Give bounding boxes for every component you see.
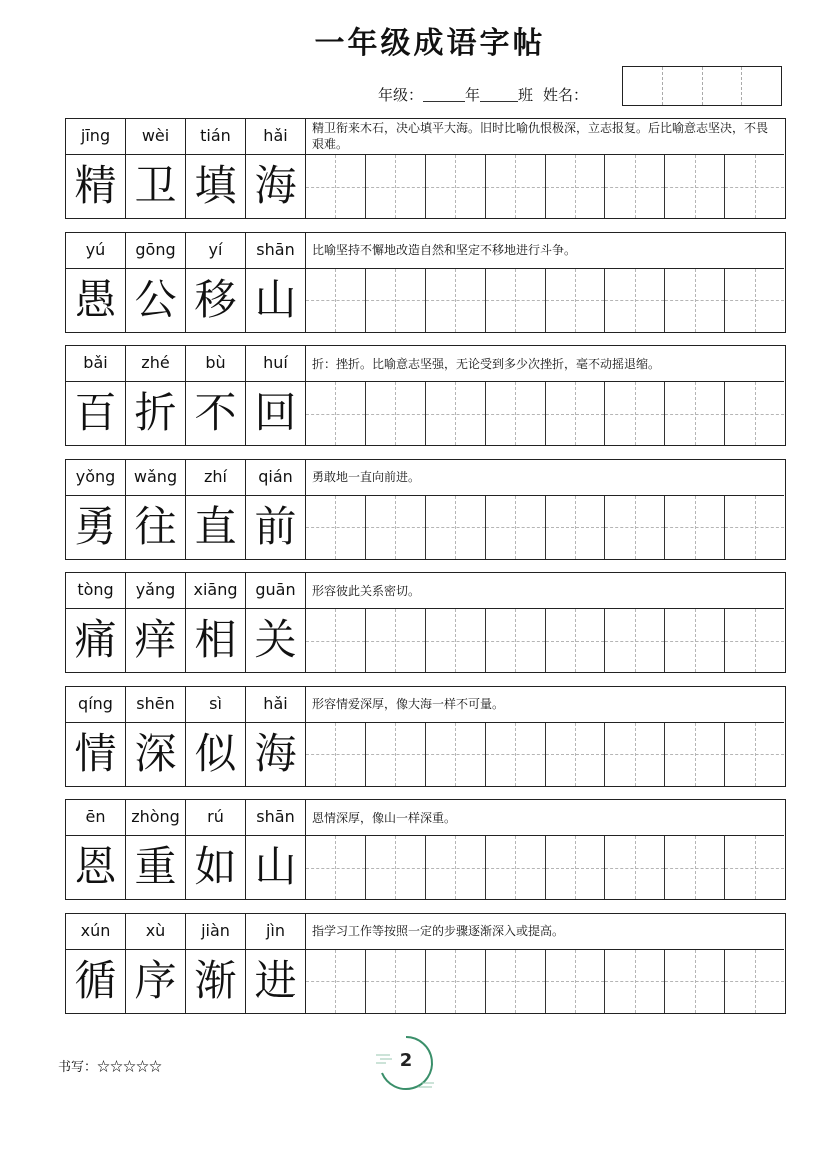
practice-cell[interactable]: [605, 496, 665, 559]
pinyin-cell: zhí: [186, 460, 246, 495]
name-cell[interactable]: [742, 67, 781, 105]
pinyin-cell: bǎi: [66, 346, 126, 381]
model-character: 海: [246, 155, 306, 218]
model-character: 山: [246, 836, 306, 899]
practice-cell[interactable]: [546, 723, 606, 786]
idiom-meaning: 精卫衔来木石，决心填平大海。旧时比喻仇恨极深，立志报复。后比喻意志坚决，不畏艰难。: [312, 121, 769, 151]
idiom-block: [65, 572, 786, 673]
pinyin-cell: yí: [186, 233, 246, 268]
pinyin-row: [66, 346, 306, 381]
pinyin-cell: jìn: [246, 914, 306, 949]
model-character: 渐: [186, 950, 246, 1013]
model-character: 折: [126, 382, 186, 445]
practice-cell[interactable]: [366, 382, 426, 445]
pinyin-cell: tián: [186, 119, 246, 154]
practice-grid: [306, 723, 784, 786]
practice-cell[interactable]: [725, 950, 784, 1013]
pinyin-cell: qián: [246, 460, 306, 495]
practice-cell[interactable]: [546, 155, 606, 218]
practice-cell[interactable]: [306, 269, 366, 332]
model-character: 序: [126, 950, 186, 1013]
pinyin-row: [66, 233, 306, 268]
practice-cell[interactable]: [426, 155, 486, 218]
name-cell[interactable]: [663, 67, 703, 105]
practice-cell[interactable]: [426, 950, 486, 1013]
practice-cell[interactable]: [725, 155, 784, 218]
practice-cell[interactable]: [605, 609, 665, 672]
page-title: 一年级成语字帖: [314, 26, 546, 61]
name-cell[interactable]: [703, 67, 743, 105]
character-row: [66, 608, 784, 672]
pinyin-cell: wèi: [126, 119, 186, 154]
practice-cell[interactable]: [546, 382, 606, 445]
year-label: 年: [465, 86, 481, 104]
practice-cell[interactable]: [546, 950, 606, 1013]
pinyin-row: [66, 573, 306, 608]
model-character: 循: [66, 950, 126, 1013]
pinyin-cell: hǎi: [246, 687, 306, 722]
practice-cell[interactable]: [546, 496, 606, 559]
practice-cell[interactable]: [306, 950, 366, 1013]
practice-grid: [306, 382, 784, 445]
practice-cell[interactable]: [426, 723, 486, 786]
idiom-meaning: 恩情深厚，像山一样深重。: [312, 810, 457, 825]
practice-cell[interactable]: [725, 382, 784, 445]
practice-cell[interactable]: [486, 836, 546, 899]
pinyin-cell: huí: [246, 346, 306, 381]
practice-cell[interactable]: [665, 155, 725, 218]
model-character: 移: [186, 269, 246, 332]
model-character: 似: [186, 723, 246, 786]
practice-cell[interactable]: [306, 609, 366, 672]
practice-cell[interactable]: [366, 836, 426, 899]
pinyin-cell: yú: [66, 233, 126, 268]
pinyin-cell: shēn: [126, 687, 186, 722]
model-character: 愚: [66, 269, 126, 332]
grade-blank[interactable]: [423, 87, 465, 102]
model-character: 不: [186, 382, 246, 445]
model-character: 回: [246, 382, 306, 445]
pinyin-cell: zhòng: [126, 800, 186, 835]
pinyin-row: [66, 800, 306, 835]
model-character: 卫: [126, 155, 186, 218]
writing-rating: 书写：☆☆☆☆☆: [58, 1060, 163, 1075]
class-blank[interactable]: [480, 87, 518, 102]
practice-cell[interactable]: [366, 269, 426, 332]
model-character: 关: [246, 609, 306, 672]
pinyin-row: [66, 687, 306, 722]
pinyin-cell: qíng: [66, 687, 126, 722]
character-row: [66, 835, 784, 899]
model-character: 恩: [66, 836, 126, 899]
practice-cell[interactable]: [605, 950, 665, 1013]
model-character: 痛: [66, 609, 126, 672]
practice-cell[interactable]: [426, 609, 486, 672]
practice-cell[interactable]: [306, 723, 366, 786]
practice-cell[interactable]: [426, 269, 486, 332]
pinyin-cell: xiāng: [186, 573, 246, 608]
character-row: [66, 154, 784, 218]
pinyin-row: [66, 119, 306, 154]
practice-cell[interactable]: [725, 496, 784, 559]
practice-grid: [306, 609, 784, 672]
model-character: 公: [126, 269, 186, 332]
idiom-meaning: 形容彼此关系密切。: [312, 583, 421, 598]
practice-cell[interactable]: [665, 382, 725, 445]
practice-cell[interactable]: [725, 269, 784, 332]
pinyin-cell: rú: [186, 800, 246, 835]
practice-cell[interactable]: [306, 382, 366, 445]
pinyin-cell: hǎi: [246, 119, 306, 154]
character-row: [66, 381, 784, 445]
practice-cell[interactable]: [665, 269, 725, 332]
practice-cell[interactable]: [426, 496, 486, 559]
practice-grid: [306, 836, 784, 899]
idiom-block: [65, 232, 786, 333]
name-writing-grid[interactable]: [622, 66, 782, 106]
pinyin-cell: gōng: [126, 233, 186, 268]
practice-cell[interactable]: [605, 723, 665, 786]
pinyin-cell: guān: [246, 573, 306, 608]
practice-cell[interactable]: [605, 382, 665, 445]
practice-cell[interactable]: [546, 836, 606, 899]
grade-label: 年级：: [378, 86, 424, 104]
practice-cell[interactable]: [486, 609, 546, 672]
pinyin-row: [66, 460, 306, 495]
character-row: [66, 495, 784, 559]
model-character: 海: [246, 723, 306, 786]
model-character: 如: [186, 836, 246, 899]
idiom-block: [65, 459, 786, 560]
practice-cell[interactable]: [426, 836, 486, 899]
pinyin-row: [66, 914, 306, 949]
character-row: [66, 949, 784, 1013]
model-character: 精: [66, 155, 126, 218]
practice-cell[interactable]: [725, 836, 784, 899]
practice-cell[interactable]: [486, 950, 546, 1013]
model-character: 进: [246, 950, 306, 1013]
name-label: 姓名：: [543, 86, 589, 104]
practice-cell[interactable]: [546, 269, 606, 332]
practice-cell[interactable]: [366, 155, 426, 218]
practice-cell[interactable]: [605, 155, 665, 218]
idiom-block: [65, 686, 786, 787]
practice-cell[interactable]: [486, 723, 546, 786]
practice-cell[interactable]: [366, 723, 426, 786]
practice-cell[interactable]: [366, 609, 426, 672]
practice-cell[interactable]: [605, 836, 665, 899]
pinyin-cell: jīng: [66, 119, 126, 154]
student-info: [378, 84, 588, 105]
model-character: 前: [246, 496, 306, 559]
practice-cell[interactable]: [486, 496, 546, 559]
idiom-meaning: 形容情爱深厚，像大海一样不可量。: [312, 697, 505, 711]
class-label: 班: [518, 86, 534, 104]
idiom-meaning: 勇敢地一直向前进。: [312, 470, 421, 484]
idiom-meaning: 比喻坚持不懈地改造自然和坚定不移地进行斗争。: [312, 243, 577, 257]
model-character: 勇: [66, 496, 126, 559]
model-character: 山: [246, 269, 306, 332]
practice-cell[interactable]: [306, 836, 366, 899]
idiom-block: [65, 118, 786, 219]
model-character: 深: [126, 723, 186, 786]
character-row: [66, 722, 784, 786]
practice-cell[interactable]: [306, 155, 366, 218]
practice-grid: [306, 155, 784, 218]
character-row: [66, 268, 784, 332]
model-character: 填: [186, 155, 246, 218]
pinyin-cell: wǎng: [126, 460, 186, 495]
model-character: 重: [126, 836, 186, 899]
model-character: 百: [66, 382, 126, 445]
idiom-meaning: 指学习工作等按照一定的步骤逐渐深入或提高。: [312, 924, 565, 938]
practice-grid: [306, 269, 784, 332]
idiom-block: [65, 913, 786, 1014]
pinyin-cell: shān: [246, 233, 306, 268]
practice-cell[interactable]: [665, 836, 725, 899]
pinyin-cell: yǒng: [66, 460, 126, 495]
model-character: 相: [186, 609, 246, 672]
practice-cell[interactable]: [605, 269, 665, 332]
pinyin-cell: tòng: [66, 573, 126, 608]
model-character: 情: [66, 723, 126, 786]
pinyin-cell: sì: [186, 687, 246, 722]
model-character: 痒: [126, 609, 186, 672]
pinyin-cell: ēn: [66, 800, 126, 835]
practice-cell[interactable]: [665, 950, 725, 1013]
practice-cell[interactable]: [665, 723, 725, 786]
pinyin-cell: bù: [186, 346, 246, 381]
model-character: 直: [186, 496, 246, 559]
practice-cell[interactable]: [366, 950, 426, 1013]
pinyin-cell: yǎng: [126, 573, 186, 608]
pinyin-cell: jiàn: [186, 914, 246, 949]
practice-cell[interactable]: [665, 496, 725, 559]
idiom-block: [65, 799, 786, 900]
practice-cell[interactable]: [725, 723, 784, 786]
model-character: 往: [126, 496, 186, 559]
idiom-block: [65, 345, 786, 446]
idiom-meaning: 折：挫折。比喻意志坚强，无论受到多少次挫折，毫不动摇退缩。: [312, 356, 661, 371]
pinyin-cell: xù: [126, 914, 186, 949]
practice-cell[interactable]: [306, 496, 366, 559]
practice-cell[interactable]: [486, 155, 546, 218]
practice-cell[interactable]: [665, 609, 725, 672]
page-number: 2: [399, 1050, 413, 1071]
name-cell[interactable]: [623, 67, 663, 105]
practice-cell[interactable]: [486, 382, 546, 445]
practice-cell[interactable]: [725, 609, 784, 672]
practice-cell[interactable]: [546, 609, 606, 672]
practice-cell[interactable]: [486, 269, 546, 332]
pinyin-cell: xún: [66, 914, 126, 949]
practice-grid: [306, 496, 784, 559]
pinyin-cell: shān: [246, 800, 306, 835]
practice-grid: [306, 950, 784, 1013]
pinyin-cell: zhé: [126, 346, 186, 381]
practice-cell[interactable]: [426, 382, 486, 445]
practice-cell[interactable]: [366, 496, 426, 559]
